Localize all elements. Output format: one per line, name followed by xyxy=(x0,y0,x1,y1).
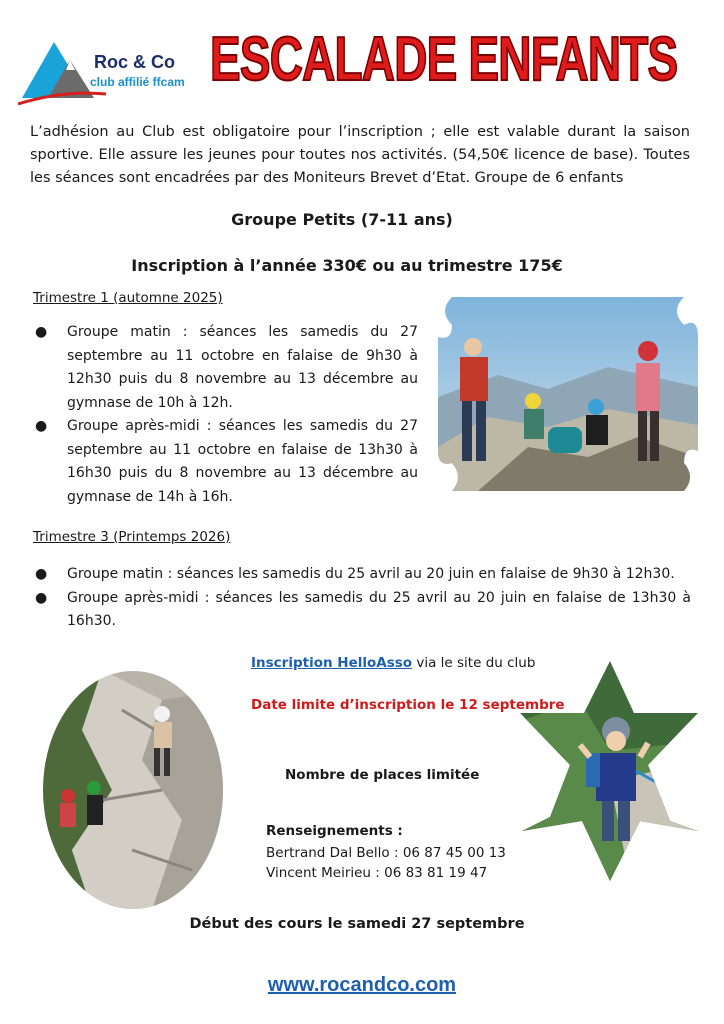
website-link[interactable]: www.rocandco.com xyxy=(267,974,457,996)
helloasso-line xyxy=(251,655,535,671)
page-title: ESCALADE ENFANTS xyxy=(210,25,678,94)
price-heading: Inscription à l’année 330€ ou au trimestre 175€ xyxy=(131,256,563,275)
trimestre-3-label: Trimestre 3 (Printemps 2026) xyxy=(33,529,231,545)
deadline-text: Date limite d’inscription le 12 septembre xyxy=(251,697,565,713)
group-climbers-photo xyxy=(438,297,698,491)
climbing-wall-photo xyxy=(42,670,224,910)
trimestre-1-list xyxy=(33,321,418,509)
club-logo xyxy=(18,34,208,114)
helloasso-link[interactable]: Inscription HelloAsso xyxy=(251,655,413,671)
contact-line: Bertrand Dal Bello : 06 87 45 00 13 xyxy=(266,845,506,861)
trimestre-1-label: Trimestre 1 (automne 2025) xyxy=(33,290,223,306)
bullet-icon: ● xyxy=(35,418,48,434)
bullet-icon: ● xyxy=(35,324,48,340)
trimestre-3-list xyxy=(33,563,691,634)
list-item: ● Groupe matin : séances les samedis du 25 avril au 20 juin en falaise de 9h30 à 12h30. xyxy=(33,563,691,587)
limited-places-text: Nombre de places limitée xyxy=(285,767,480,783)
intro-paragraph: L’adhésion au Club est obligatoire pour l’inscription ; elle est valable durant la saison sportive. Elle assure les jeunes pour toutes nos activités. (54,50€ licence de base). Toutes les séances sont encadrées par des Moniteurs Brevet d’Etat. Groupe de 6 enfants xyxy=(30,124,690,186)
logo-name: Roc & Co xyxy=(94,52,175,72)
course-start-text: Début des cours le samedi 27 septembre xyxy=(189,916,525,932)
list-item: ● Groupe après-midi : séances les samedis du 25 avril au 20 juin en falaise de 13h30 à 16h30. xyxy=(33,587,691,634)
logo-subtitle: club affilié ffcam xyxy=(90,75,185,89)
bullet-icon: ● xyxy=(35,589,48,606)
list-item: ● Groupe après-midi : séances les samedis du 27 septembre au 11 octobre en falaise de 13h30 à 16h30 puis du 8 novembre au 13 décembre au gymnase de 14h à 16h. xyxy=(33,415,418,509)
info-heading: Renseignements : xyxy=(266,823,403,839)
helloasso-text: via le site du club xyxy=(412,655,536,671)
child-climber-photo xyxy=(520,661,700,881)
bullet-icon: ● xyxy=(35,566,48,582)
list-item: ● Groupe matin : séances les samedis du 27 septembre au 11 octobre en falaise de 9h30 à 12h30 puis du 8 novembre au 13 décembre au gymnase de 10h à 12h. xyxy=(33,321,418,415)
contact-line: Vincent Meirieu : 06 83 81 19 47 xyxy=(266,865,488,881)
group-title: Groupe Petits (7-11 ans) xyxy=(231,210,453,229)
